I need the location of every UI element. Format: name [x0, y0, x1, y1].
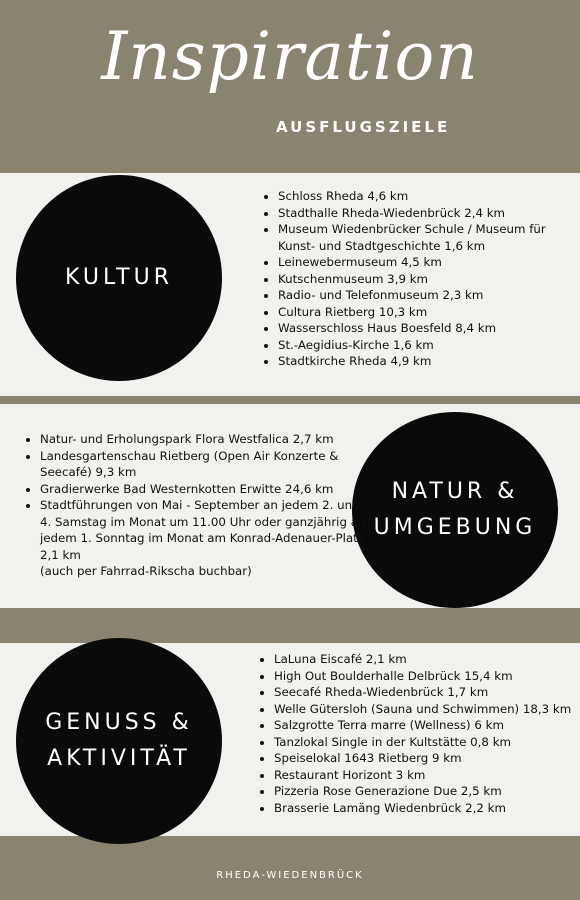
section-heading: KULTUR [65, 265, 173, 290]
list-item: • Gradierwerke Bad Westernkotten Erwitte 24,6 km [40, 481, 370, 498]
page-subtitle: AUSFLUGSZIELE [276, 118, 451, 136]
list-item: • Natur- und Erholungspark Flora Westfalica 2,7 km [40, 431, 370, 448]
list-item: • Pizzeria Rose Generazione Due 2,5 km [274, 783, 580, 800]
list-item: • Schloss Rheda 4,6 km [278, 188, 568, 205]
list-item: • Museum Wiedenbrücker Schule / Museum für Kunst- und Stadtgeschichte 1,6 km [278, 221, 568, 254]
list-item: • Cultura Rietberg 10,3 km [278, 304, 568, 321]
section-badge-kultur [16, 175, 222, 381]
list-item: • Radio- und Telefonmuseum 2,3 km [278, 287, 568, 304]
list-item: • High Out Boulderhalle Delbrück 15,4 km [274, 668, 580, 685]
list-item: • Salzgrotte Terra marre (Wellness) 6 km [274, 717, 580, 734]
section-heading: NATUR & UMGEBUNG [373, 479, 537, 540]
list-item: • Welle Gütersloh (Sauna und Schwimmen) 18,3 km [274, 701, 580, 718]
list-item: • Kutschenmuseum 3,9 km [278, 271, 568, 288]
list-item: • Leinewebermuseum 4,5 km [278, 254, 568, 271]
page-title: Inspiration [101, 18, 479, 95]
footer-location: RHEDA-WIEDENBRÜCK [216, 870, 364, 881]
section-list-genuss [258, 651, 580, 816]
list-item: • Brasserie Lamäng Wiedenbrück 2,2 km [274, 800, 580, 817]
list-item: • LaLuna Eiscafé 2,1 km [274, 651, 580, 668]
list-item: • Stadthalle Rheda-Wiedenbrück 2,4 km [278, 205, 568, 222]
section-list-natur [24, 431, 370, 580]
list-item: • Seecafé Rheda-Wiedenbrück 1,7 km [274, 684, 580, 701]
list-item: • Stadtkirche Rheda 4,9 km [278, 353, 568, 370]
section-badge-natur [352, 412, 558, 608]
list-item: • Restaurant Horizont 3 km [274, 767, 580, 784]
list-item: • Stadtführungen von Mai - September an jedem 2. und 4. Samstag im Monat um 11.00 Uhr oder ganzjährig an jedem 1. Sonntag im Monat am Konrad-Adenauer-Platz 2,1 km (auch per Fahrrad-Rikscha buchbar) [40, 497, 370, 580]
list-item: • Tanzlokal Single in der Kultstätte 0,8 km [274, 734, 580, 751]
section-list-kultur [262, 188, 568, 370]
section-heading: GENUSS & AKTIVITÄT [45, 710, 193, 771]
list-item: • Speiselokal 1643 Rietberg 9 km [274, 750, 580, 767]
list-item: • Wasserschloss Haus Boesfeld 8,4 km [278, 320, 568, 337]
section-badge-genuss [16, 638, 222, 844]
list-item: • Landesgartenschau Rietberg (Open Air Konzerte & Seecafé) 9,3 km [40, 448, 370, 481]
list-item: • St.-Aegidius-Kirche 1,6 km [278, 337, 568, 354]
